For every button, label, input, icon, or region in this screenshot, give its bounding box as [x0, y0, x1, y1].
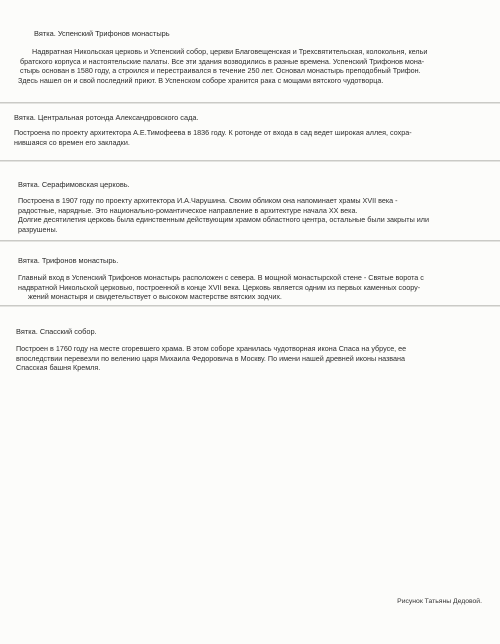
card-divider: [0, 102, 500, 104]
card-body-line: Построен в 1760 году на месте сгоревшего храма. В этом соборе хранилась чудотворная икона Спаса на убрусе, ее: [16, 344, 407, 353]
card-body-line: надвратной Никольской церковью, построенной в конце XVII века. Церковь является одним из первых каменных соору-: [18, 282, 421, 292]
illustrator-credit: Рисунок Татьяны Дедовой.: [397, 598, 482, 605]
card-divider: [0, 240, 500, 242]
card-body-line: Спасская башня Кремля.: [16, 363, 101, 373]
card-body-line: Построена по проекту архитектора А.Е.Тимофеева в 1836 году. К ротонде от входа в сад ведет широкая аллея, сохра-: [14, 128, 412, 137]
card-divider: [0, 305, 500, 307]
card-body-line: нившаяся со времен его закладки.: [14, 137, 130, 147]
card-body-line: стырь основан в 1580 году, а строился и перестраивался в течение 250 лет. Основал монастырь преподобный Трифон.: [20, 66, 421, 76]
card-body: [18, 273, 488, 302]
card-body: [14, 128, 484, 147]
card-body-line: радостные, нарядные. Это национально-романтическое направление в архитектуре начала XX века.: [18, 205, 358, 215]
card-title: Вятка. Спасский собор.: [16, 327, 97, 336]
card-body-line: братского корпуса и настоятельские палаты. Все эти здания возводились в разные времена. Успенский Трифонов мона-: [20, 56, 425, 66]
card-title: Вятка. Серафимовская церковь.: [18, 180, 130, 189]
card-body-line: Главный вход в Успенский Трифонов монастырь расположен с севера. В мощной монастырской стене - Святые ворота с: [18, 273, 424, 282]
card-divider: [0, 160, 500, 162]
card-body-line: Построена в 1907 году по проекту архитектора И.А.Чарушина. Своим обликом она напоминает храмы XVII века -: [18, 196, 398, 205]
card-body-line: разрушены.: [18, 224, 58, 234]
card-body: [18, 196, 486, 234]
card-body: [18, 47, 480, 85]
card-body-line: Долгие десятилетия церковь была единственным действующим храмом областного центра, остальные были закрыты или: [18, 215, 429, 225]
card-body: [16, 344, 488, 373]
card-title: Вятка. Успенский Трифонов монастырь: [34, 29, 170, 38]
card-body-line: впоследствии перевезли по велению царя Михаила Федоровича в Москву. По имени нашей древней иконы названа: [16, 353, 406, 363]
card-body-line: жений монастыря и свидетельствует о высоком мастерстве вятских зодчих.: [28, 292, 282, 302]
card-title: Вятка. Центральная ротонда Александровского сада.: [14, 113, 199, 122]
card-title: Вятка. Трифонов монастырь.: [18, 256, 119, 265]
card-body-line: Надвратная Никольская церковь и Успенский собор, церкви Благовещенская и Трехсвятительская, колокольня, кельи: [32, 47, 428, 56]
card-body-line: Здесь нашел он и свой последний приют. В Успенском соборе хранится рака с мощами вятского чудотворца.: [18, 75, 384, 85]
